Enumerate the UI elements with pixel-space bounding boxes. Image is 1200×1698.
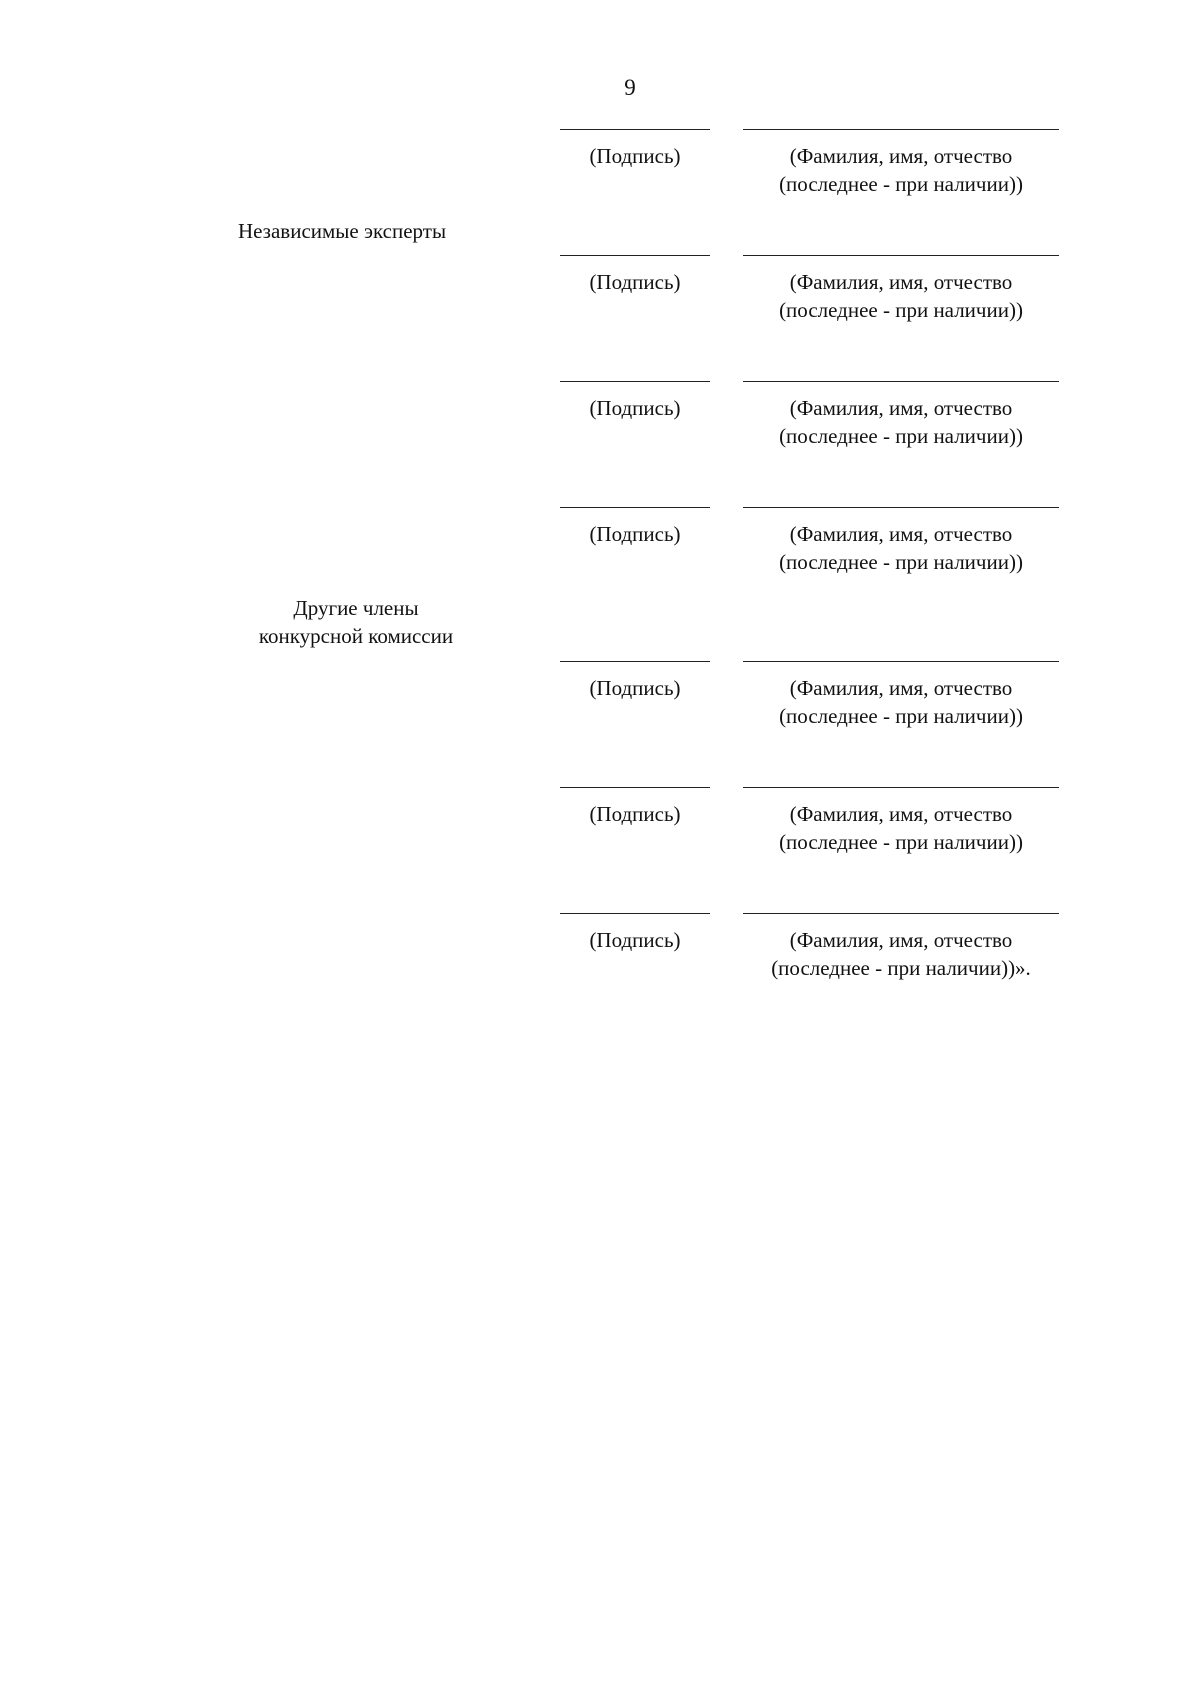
full-name-line [743, 381, 1059, 382]
signature-caption: (Подпись) [589, 522, 681, 546]
full-name-caption-line1: (Фамилия, имя, отчество [789, 522, 1013, 546]
signature-line [560, 787, 710, 788]
full-name-caption [743, 142, 1059, 198]
full-name-caption-line1: (Фамилия, имя, отчество [789, 270, 1013, 294]
group-label-other-members [226, 594, 486, 650]
full-name-caption-line2: (последнее - при наличии)) [779, 298, 1023, 322]
signature-line [560, 381, 710, 382]
full-name-caption [743, 800, 1059, 856]
full-name-caption-line1: (Фамилия, имя, отчество [789, 802, 1013, 826]
signature-caption: (Подпись) [589, 396, 681, 420]
full-name-line [743, 129, 1059, 130]
signature-line [560, 913, 710, 914]
full-name-caption-line1: (Фамилия, имя, отчество [789, 676, 1013, 700]
signature-caption: (Подпись) [589, 676, 681, 700]
full-name-line [743, 913, 1059, 914]
signature-line [560, 255, 710, 256]
full-name-caption-line1: (Фамилия, имя, отчество [789, 396, 1013, 420]
full-name-line [743, 507, 1059, 508]
full-name-caption-line2: (последнее - при наличии)) [779, 704, 1023, 728]
full-name-caption-line2: (последнее - при наличии)) [779, 424, 1023, 448]
full-name-line [743, 787, 1059, 788]
signature-line [560, 661, 710, 662]
signature-caption: (Подпись) [589, 928, 681, 952]
full-name-caption-line2: (последнее - при наличии)) [779, 172, 1023, 196]
page-number: 9 [624, 75, 636, 100]
full-name-caption [743, 520, 1059, 576]
signature-line [560, 129, 710, 130]
full-name-caption-line2: (последнее - при наличии)) [779, 830, 1023, 854]
full-name-caption-line1: (Фамилия, имя, отчество [789, 928, 1013, 952]
full-name-caption [743, 674, 1059, 730]
group-label-independent-experts [212, 217, 472, 245]
full-name-caption [743, 268, 1059, 324]
full-name-line [743, 661, 1059, 662]
group-label-text: Независимые эксперты [237, 219, 447, 243]
signature-caption: (Подпись) [589, 802, 681, 826]
signature-caption: (Подпись) [589, 270, 681, 294]
group-label-text-line1: Другие члены [293, 596, 419, 620]
group-label-text-line2: конкурсной комиссии [258, 624, 454, 648]
full-name-caption [743, 926, 1059, 982]
signature-caption: (Подпись) [589, 144, 681, 168]
full-name-caption [743, 394, 1059, 450]
signature-line [560, 507, 710, 508]
full-name-caption-line1: (Фамилия, имя, отчество [789, 144, 1013, 168]
full-name-caption-line2: (последнее - при наличии)) [779, 550, 1023, 574]
full-name-caption-line2: (последнее - при наличии))». [771, 956, 1031, 980]
full-name-line [743, 255, 1059, 256]
